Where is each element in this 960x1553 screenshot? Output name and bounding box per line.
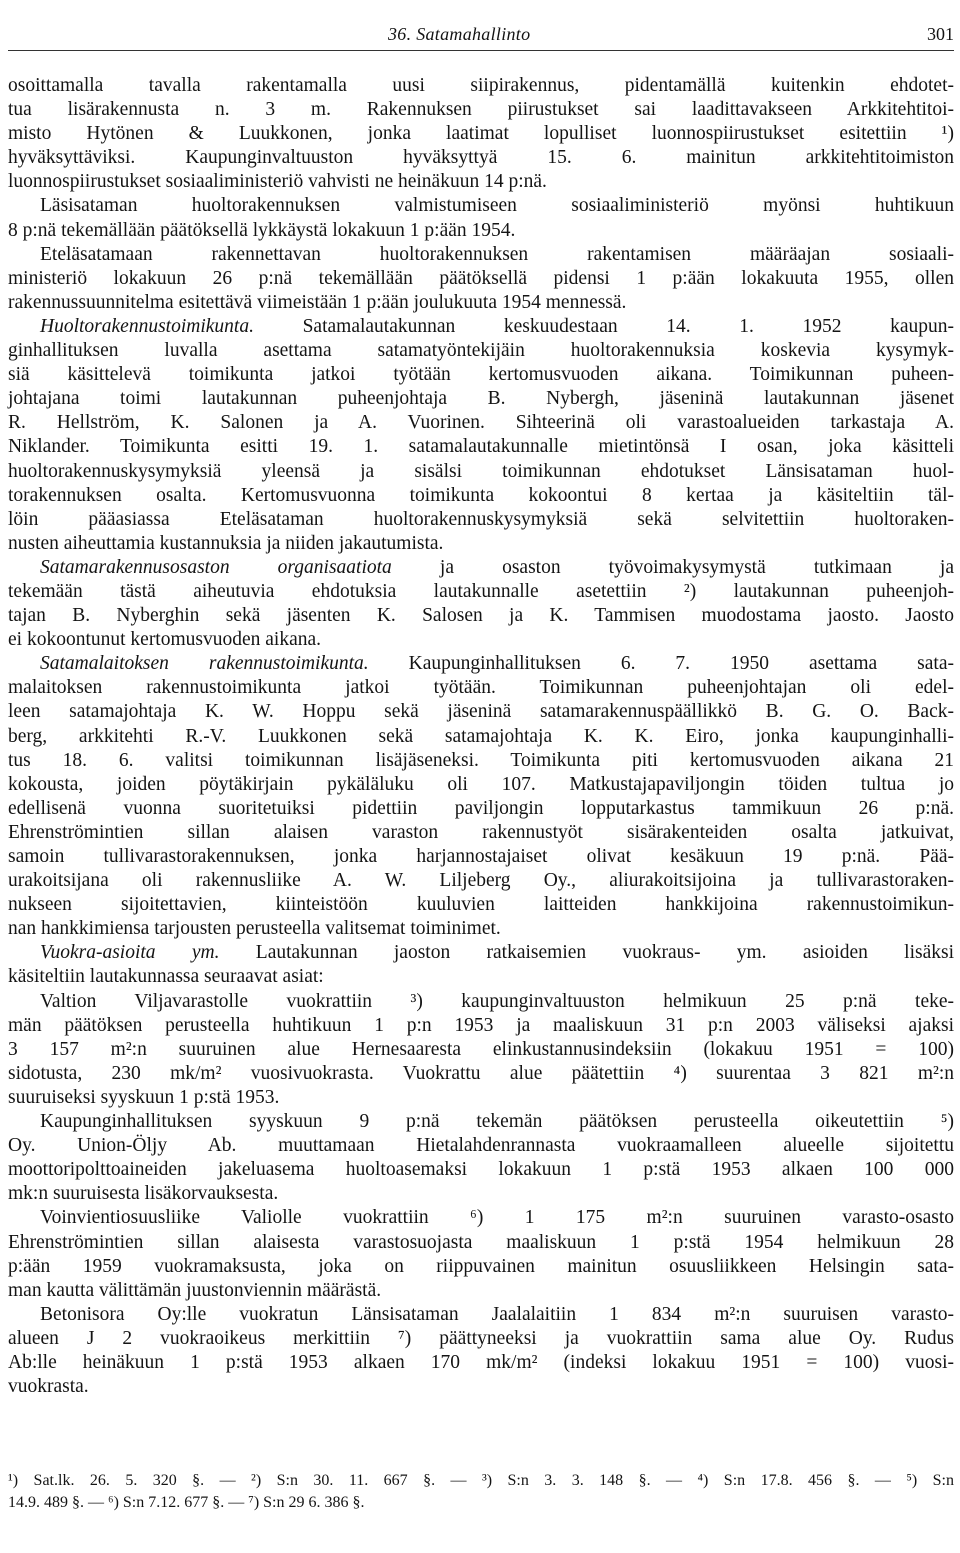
text-line: nukseen sijoitettavien, kiinteistöön kuuluvien laitteiden hankkijoina rakennustoimikun- (8, 894, 954, 916)
paragraph (8, 652, 954, 941)
document-page (8, 0, 956, 1553)
text-line: ministeriö lokakuun 26 p:nä tekemällään päätöksellä pidensi 1 p:ään lokakuuta 1955, ollen (8, 267, 954, 289)
text-line: huoltorakennuskysymyksiä yleensä ja sisälsi toimikunnan ehdotukset Länsisataman huol- (8, 460, 954, 482)
text-line: suuruiseksi syyskuun 1 p:stä 1953. (8, 1086, 280, 1108)
text-line: siä käsittelevä toimikunta jatkoi työtään kertomusvuoden aikana. Toimikunnan puheen- (8, 364, 954, 386)
paragraph (8, 74, 954, 194)
text-line: malaitoksen rakennustoimikunta jatkoi työtään. Toimikunnan puheenjohtajan oli edel- (8, 677, 954, 699)
text-line: tua lisärakennusta n. 3 m. Rakennuksen piirustukset sai laadittavakseen Arkkitehtitoi- (8, 99, 954, 121)
text-line: Ab:lle heinäkuun 1 p:stä 1953 alkaen 170 mk/m² (indeksi lokakuu 1951 = 100) vuosi- (8, 1351, 954, 1373)
text-line: tekemään tästä aiheutuvia ehdotuksia lautakunnalle asetettiin ²) lautakunnan puheenjoh- (8, 580, 954, 602)
text-line: Läsisataman huoltorakennuksen valmistumiseen sosiaaliministeriö myönsi huhtikuun (40, 195, 954, 217)
text-line: män päätöksen perusteella huhtikuun 1 p:n 1953 ja maaliskuun 31 p:n 2003 väliseksi ajaksi (8, 1014, 954, 1036)
section-lead: Satamalaitoksen rakennustoimikunta. (40, 653, 369, 675)
paragraph (8, 941, 954, 989)
text-line: Satamalaitoksen rakennustoimikunta. Kaupunginhallituksen 6. 7. 1950 asettama sata- (40, 653, 954, 675)
text-line: tus 18. 6. valitsi toimikunnan lisäjäseneksi. Toimikunta piti kertomusvuoden aikana 21 (8, 749, 954, 771)
text-line: misto Hytönen & Luukkonen, jonka laatimat lopulliset luonnospiirustukset esitettiin ¹) (8, 123, 954, 145)
text-line: löin pääasiassa Eteläsataman huoltorakennuskysymyksiä sekä selvitettiin huoltoraken- (8, 508, 954, 530)
text-line: p:ään 1959 vuokramaksusta, joka on riippuvainen mainitun osuusliikkeen Helsingin sata- (8, 1255, 954, 1277)
text-line: Niklander. Toimikunta esitti 19. 1. satamalautakunnalle mietintönsä I osan, joka käsitteli (8, 436, 954, 458)
text-line: 8 p:nä tekemällään päätöksellä lykkäystä lokakuun 1 p:ään 1954. (8, 219, 516, 241)
text-line: hyväksyttäviksi. Kaupunginvaltuuston hyväksyttyä 15. 6. mainitun arkkitehtitoimiston (8, 147, 954, 169)
text-line: mk:n suuruisesta lisäkorvauksesta. (8, 1183, 279, 1205)
text-line: Ehrenströmintien sillan alaisen varaston rakennustyöt sisärakenteiden osalta jatkuivat, (8, 821, 954, 843)
paragraph (8, 1303, 954, 1399)
text-line: Oy. Union-Öljy Ab. muuttamaan Hietalahdenrannasta vuokraamalleen alueelle sijoitettu (8, 1135, 954, 1157)
footnote-line: ¹) Sat.lk. 26. 5. 320 §. — ²) S:n 30. 11. 667 §. — ³) S:n 3. 3. 148 §. — ⁴) S:n 17.8. 456 §. — ⁵) S:n (8, 1472, 954, 1489)
text-line: moottoripolttoaineiden jakeluasema huoltoasemaksi lokakuun 1 p:stä 1953 alkaen 100 000 (8, 1159, 954, 1181)
text-line: ginhallituksen luvalla asettama satamatyöntekijäin huoltorakennuksia koskevia kysymyk- (8, 340, 954, 362)
text-line: leen satamajohtaja K. W. Hoppu sekä jäseninä satamarakennuspäällikkö B. G. O. Back- (8, 701, 954, 723)
text-line: R. Hellström, K. Salonen ja A. Vuorinen. Sihteerinä oli varastoalueiden tarkastaja A. (8, 412, 954, 434)
text-line: Betonisora Oy:lle vuokratun Länsisataman Jaalalaitiin 1 834 m²:n suuruisen varasto- (40, 1303, 954, 1325)
text-line: berg, arkkitehti R.-V. Luukkonen sekä satamajohtaja K. K. Eiro, jonka kaupunginhalli- (8, 725, 954, 747)
text-line: tajan B. Nyberghin sekä jäsenten K. Salosen ja K. Tammisen muodostama jaosto. Jaosto (8, 605, 954, 627)
text-line: Vuokra-asioita ym. Lautakunnan jaoston ratkaisemien vuokraus- ym. asioiden lisäksi (40, 942, 954, 964)
page-number: 301 (927, 24, 954, 44)
text-line: torakennuksen osalta. Kertomusvuonna toimikunta kokoontui 8 kertaa ja käsiteltiin täl- (8, 484, 954, 506)
text-line: johtajana toimi lautakunnan puheenjohtaja B. Nybergh, jäseninä lautakunnan jäsenet (8, 388, 954, 410)
text-line: Satamarakennusosaston organisaatiota ja osaston työvoimakysymystä tutkimaan ja (40, 556, 954, 578)
text-line: 3 157 m²:n suuruinen alue Hernesaaresta elinkustannusindeksiin (lokakuu 1951 = 100) (8, 1038, 954, 1060)
section-lead: Vuokra-asioita ym. (40, 942, 220, 964)
paragraph (8, 315, 954, 556)
text-line: Kaupunginhallituksen syyskuun 9 p:nä tekemän päätöksen perusteella oikeutettiin ⁵) (40, 1111, 954, 1133)
text-line: luonnospiirustukset sosiaaliministeriö vahvisti ne heinäkuun 14 p:nä. (8, 171, 547, 193)
footnote-line: 14.9. 489 §. — ⁶) S:n 7.12. 677 §. — ⁷) S:n 29 6. 386 §. (8, 1494, 365, 1511)
running-header (8, 24, 954, 48)
text-line: Eteläsatamaan rakennettavan huoltorakennuksen rakentamisen määräajan sosiaali- (40, 243, 954, 265)
text-line: Ehrenströmintien sillan alaisesta varastosuojasta maaliskuun 1 p:stä 1954 helmikuun 28 (8, 1231, 954, 1253)
text-line: urakoitsijana oli rakennusliike A. W. Liljeberg Oy., aliurakoitsijoina ja tullivarastoraken- (8, 870, 954, 892)
text-line: Valtion Viljavarastolle vuokrattiin ³) kaupunginvaltuuston helmikuun 25 p:nä teke- (40, 990, 954, 1012)
text-line: nusten aiheuttamia kustannuksia ja niiden jakautumista. (8, 532, 444, 554)
text-line: kokousta, joiden pöytäkirjain pykäläluku oli 107. Matkustajapaviljongin töiden tultua jo (8, 773, 954, 795)
text-line: nan hankkimiensa tarjousten perusteella valitsemat toiminimet. (8, 918, 501, 940)
paragraph (8, 243, 954, 315)
text-line: man kautta välittämän juustonviennin määrästä. (8, 1279, 382, 1301)
paragraph (8, 556, 954, 652)
text-line: osoittamalla tavalla rakentamalla uusi siipirakennus, pidentamällä kuitenkin ehdotet- (8, 75, 954, 96)
footnotes (8, 1470, 954, 1514)
section-lead: Satamarakennusosaston organisaatiota (40, 556, 392, 578)
header-rule (8, 50, 954, 51)
text-line: edellisenä vuonna suoritetuiksi pidettiin paviljongin lopputarkastus tammikuun 26 p:nä. (8, 797, 954, 819)
text-line: vuokrasta. (8, 1376, 89, 1398)
section-lead: Huoltorakennustoimikunta. (40, 315, 254, 337)
text-line: rakennussuunnitelma esitettävä viimeistään 1 p:ään joulukuuta 1954 mennessä. (8, 291, 627, 313)
text-line: Huoltorakennustoimikunta. Satamalautakunnan keskuudestaan 14. 1. 1952 kaupun- (40, 315, 954, 337)
text-line: samoin tullivarastorakennuksen, jonka harjannostajaiset olivat kesäkuun 19 p:nä. Pää- (8, 846, 954, 867)
paragraph (8, 1206, 954, 1302)
paragraph (8, 194, 954, 242)
text-line: alueen J 2 vuokraoikeus merkittiin ⁷) päättyneeksi ja vuokrattiin sama alue Oy. Rudus (8, 1327, 954, 1349)
paragraph (8, 990, 954, 1110)
running-title: 36. Satamahallinto (388, 24, 531, 44)
text-line: ei kokoontunut kertomusvuoden aikana. (8, 629, 322, 651)
body-text (8, 74, 954, 1399)
text-line: käsiteltiin lautakunnassa seuraavat asiat: (8, 966, 324, 988)
text-line: Voinvientiosuusliike Valiolle vuokrattiin ⁶) 1 175 m²:n suuruinen varasto-osasto (40, 1207, 954, 1229)
text-line: sidotusta, 230 mk/m² vuosivuokrasta. Vuokrattu alue päätettiin ⁴) suurentaa 3 821 m²:n (8, 1062, 954, 1084)
paragraph (8, 1110, 954, 1206)
